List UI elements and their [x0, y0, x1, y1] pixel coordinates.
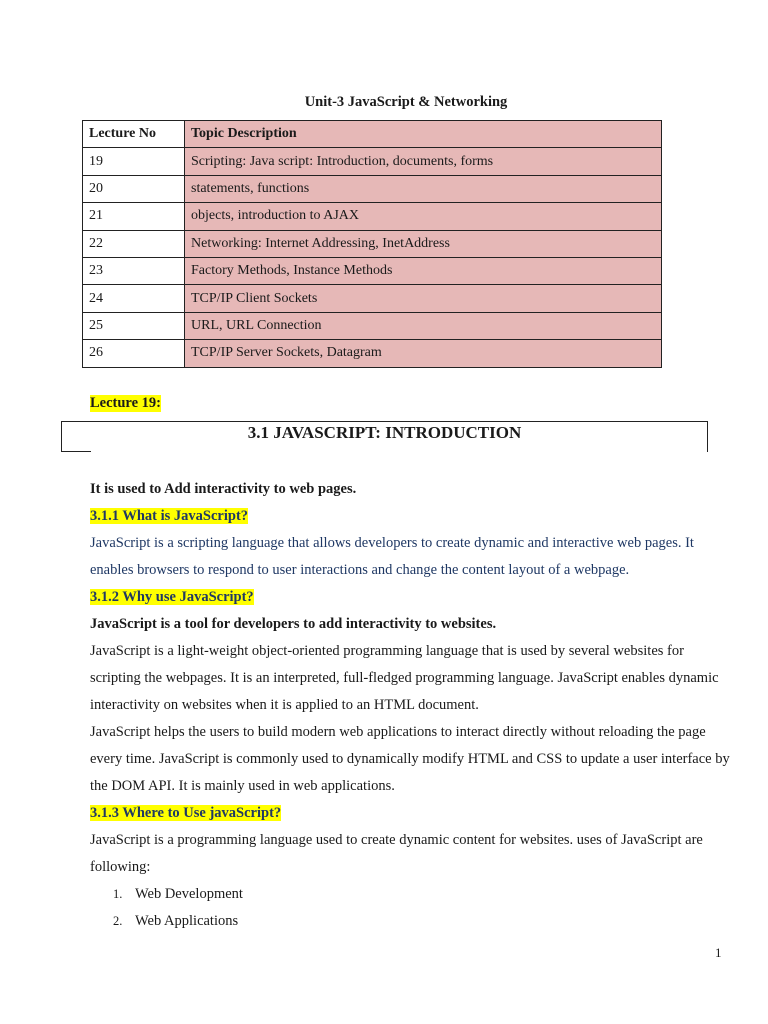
list-item-number: 2.	[113, 914, 123, 928]
table-row	[83, 148, 662, 175]
column-header-topic-description: Topic Description	[185, 121, 662, 148]
topic-cell: TCP/IP Client Sockets	[185, 285, 662, 312]
list-item	[90, 908, 730, 935]
subsection-heading-where-to-use: 3.1.3 Where to Use javaScript?	[90, 805, 282, 821]
paragraph-lightweight-language: JavaScript is a light-weight object-oriented programming language that is used by several websites for scripting the webpages. It is an interpreted, full-fledged programming language. JavaScript enables dynamic interactivity on websites when it is applied to an HTML document.	[90, 643, 719, 713]
lecture-number-cell: 19	[83, 148, 185, 175]
intro-statement: It is used to Add interactivity to web pages.	[90, 481, 357, 497]
unit-title: Unit-3 JavaScript & Networking	[304, 94, 508, 110]
topic-cell: TCP/IP Server Sockets, Datagram	[185, 340, 662, 367]
table-row	[83, 230, 662, 257]
list-item-text: Web Development	[135, 886, 243, 902]
why-use-summary: JavaScript is a tool for developers to add interactivity to websites.	[90, 616, 497, 632]
page-number: 1	[715, 945, 722, 960]
table-row	[83, 203, 662, 230]
lecture-number-cell: 21	[83, 203, 185, 230]
subsection-heading-why-use-javascript: 3.1.2 Why use JavaScript?	[90, 589, 254, 605]
paragraph-what-is-javascript: JavaScript is a scripting language that allows developers to create dynamic and interactive web pages. It enables browsers to respond to user interactions and change the content layout of a webpage.	[90, 535, 694, 578]
topic-cell: Factory Methods, Instance Methods	[185, 257, 662, 284]
list-item	[90, 881, 730, 908]
lecture-number-cell: 22	[83, 230, 185, 257]
column-header-lecture-no: Lecture No	[83, 121, 185, 148]
document-body	[90, 476, 730, 935]
topic-cell: Networking: Internet Addressing, InetAddress	[185, 230, 662, 257]
subsection-heading-what-is-javascript: 3.1.1 What is JavaScript?	[90, 508, 249, 524]
topic-cell: Scripting: Java script: Introduction, documents, forms	[185, 148, 662, 175]
table-row	[83, 340, 662, 367]
lecture-number-cell: 20	[83, 175, 185, 202]
table-row	[83, 312, 662, 339]
list-item-text: Web Applications	[135, 913, 239, 929]
section-title: 3.1 JAVASCRIPT: INTRODUCTION	[247, 423, 522, 442]
lecture-number-cell: 25	[83, 312, 185, 339]
paragraph-modern-web-apps: JavaScript helps the users to build modern web applications to interact directly without reloading the page every time. JavaScript is commonly used to dynamically modify HTML and CSS to update a user interface by the DOM API. It is mainly used in web applications.	[90, 724, 730, 794]
lecture-label: Lecture 19:	[90, 395, 161, 411]
heading-box-underline	[62, 451, 91, 452]
section-heading-box	[61, 421, 708, 452]
lecture-topics-table	[82, 120, 662, 368]
list-item-number: 1.	[113, 887, 123, 901]
topic-cell: objects, introduction to AJAX	[185, 203, 662, 230]
topic-cell: URL, URL Connection	[185, 312, 662, 339]
table-header-row	[83, 121, 662, 148]
table-row	[83, 285, 662, 312]
table-row	[83, 175, 662, 202]
table-row	[83, 257, 662, 284]
uses-list	[90, 881, 730, 935]
paragraph-uses-of-javascript: JavaScript is a programming language used to create dynamic content for websites. uses of JavaScript are following:	[90, 832, 703, 875]
topic-cell: statements, functions	[185, 175, 662, 202]
lecture-number-cell: 23	[83, 257, 185, 284]
lecture-number-cell: 24	[83, 285, 185, 312]
lecture-number-cell: 26	[83, 340, 185, 367]
